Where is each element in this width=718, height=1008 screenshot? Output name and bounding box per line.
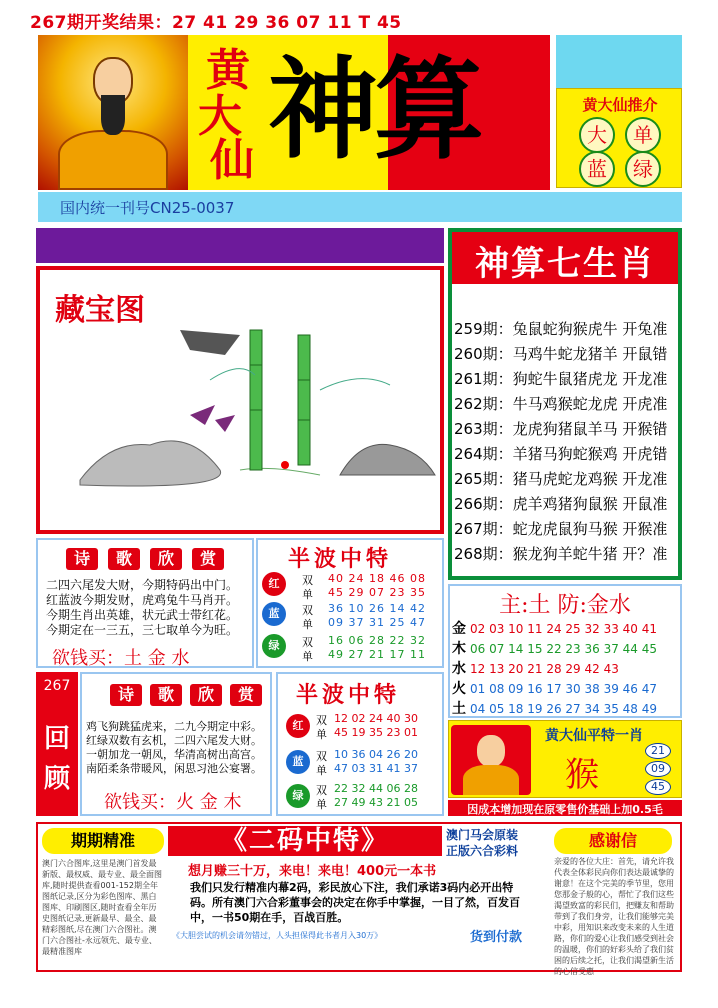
- title-banner: [38, 35, 550, 190]
- recommend-title: 黄大仙推介: [582, 96, 658, 114]
- zodiac-history-row: 268期：猴龙狗羊蛇牛猪 开？准: [454, 545, 668, 563]
- two-code-title: 《二码中特》: [168, 826, 442, 856]
- row-label: 单: [316, 728, 327, 741]
- row-label: 单: [302, 650, 313, 663]
- element-numbers: 04 05 18 19 26 27 34 35 48 49: [470, 702, 658, 716]
- issn-bar: [38, 192, 682, 222]
- row-label: 双: [316, 714, 327, 727]
- ping-te-title: 黄大仙平特一肖: [545, 728, 643, 744]
- element-label: 土: [452, 701, 466, 717]
- treasure-map-title: 藏宝图: [55, 293, 145, 328]
- element-numbers: 02 03 10 11 24 25 32 33 40 41: [470, 622, 658, 636]
- poem-line: 红绿双数有玄机，二四六尾发大财。: [86, 734, 262, 747]
- row-label: 双: [316, 784, 327, 797]
- review-issue: 267: [43, 678, 71, 694]
- buy-hint-1: 欲钱买：土 金 水: [52, 648, 190, 669]
- zodiac-history-row: 267期：蛇龙虎鼠狗马猴 开猴准: [454, 520, 668, 538]
- zodiac-history-row: 265期：猪马虎蛇龙鸡猴 开龙准: [454, 470, 668, 488]
- half-wave-title-2: 半波中特: [296, 682, 401, 708]
- two-code-side-line: 澳门马会原装: [446, 828, 519, 842]
- wave-color-ball: 红: [286, 714, 310, 738]
- recommend-box: [556, 88, 682, 188]
- zodiac-history-row: 263期：龙虎狗猪鼠羊马 开猴错: [454, 420, 668, 438]
- numbers-even: 16 06 28 22 32: [328, 634, 426, 647]
- poem-line: 一朝加龙一朝凤，华清高树出高宫。: [86, 748, 262, 761]
- element-label: 金: [452, 621, 466, 637]
- element-row: [452, 618, 657, 638]
- poem-header-char: 歌: [108, 548, 140, 570]
- half-wave-title-1: 半波中特: [288, 546, 393, 572]
- two-code-footnote: 《大胆尝试的机会请勿错过，人头担保得此书者月入30万》: [172, 931, 383, 940]
- poem-header-2: [110, 684, 280, 710]
- row-label: 单: [302, 588, 313, 601]
- seven-zodiac-header: [452, 232, 678, 284]
- review-tag: [36, 672, 78, 816]
- ping-te-zodiac: 猴: [565, 755, 599, 795]
- poem-header-char: 诗: [110, 684, 142, 706]
- element-row: [452, 678, 657, 698]
- deity-thumbnail: [451, 725, 531, 795]
- element-row: [452, 698, 657, 718]
- wave-color-ball: 绿: [286, 784, 310, 808]
- poem-panel-1: [36, 538, 254, 668]
- thank-you-letter: [548, 824, 680, 976]
- zodiac-history-row: 260期：马鸡牛蛇龙猪羊 开鼠错: [454, 345, 668, 363]
- wave-color-ball: 红: [262, 572, 286, 596]
- always-accurate-text: 澳门六合图库,这里是澳门首发最新版、最权威、最专业、最全面图库,随时提供查看001-152期全年图纸记录,区分为彩色图库、黑白图库、印刷图区,随时查看全年历史图纸记录,更新最早、最全、最精彩图纸,尽在澳门六合图社。澳门六合图社-永远领先、最专业、最精准图库: [42, 859, 162, 956]
- numbers-odd: 45 29 07 23 35: [328, 586, 426, 599]
- five-elements-header: 主:土 防:金水: [499, 593, 631, 618]
- element-numbers: 01 08 09 16 17 30 38 39 46 47: [470, 682, 658, 696]
- wave-color-ball: 蓝: [286, 750, 310, 774]
- poem-header-char: 赏: [230, 684, 262, 706]
- numbers-odd: 09 37 31 25 47: [328, 616, 426, 629]
- element-label: 水: [452, 661, 466, 677]
- element-numbers: 12 13 20 21 28 29 42 43: [470, 662, 619, 676]
- row-label: 双: [302, 636, 313, 649]
- price-notice-text: 因成本增加现在原零售价基础上加0.5毛: [467, 803, 663, 816]
- row-label: 单: [316, 798, 327, 811]
- two-code-body: 我们只发行精准内幕2码，彩民放心下注，我们承诺3码内必开出特码。所有澳门六合彩董事会的决定在你手中掌握，一目了然，百发百中，一书50期在手，百战百胜。: [190, 881, 520, 924]
- seven-zodiac-title: 神算七生肖: [475, 244, 655, 284]
- issn-text: 国内统一刊号CN25-0037: [60, 199, 235, 217]
- purple-divider: [36, 228, 444, 263]
- row-label: 双: [302, 574, 313, 587]
- numbers-odd: 49 27 21 17 11: [328, 648, 426, 661]
- ping-te-number: 09: [645, 761, 671, 777]
- review-label: 顾: [43, 764, 70, 794]
- treasure-map-panel: [36, 266, 444, 534]
- poem-header-char: 欣: [190, 684, 222, 706]
- poem-line: 二四六尾发大财，今期特码出中门。: [46, 578, 239, 592]
- two-code-promo: 想月赚三十万，来电！来电！400元一本书: [188, 864, 437, 879]
- treasure-map-illustration: [40, 270, 440, 530]
- row-label: 单: [302, 618, 313, 631]
- zodiac-history-row: 261期：狗蛇牛鼠猪虎龙 开龙准: [454, 370, 668, 388]
- element-label: 木: [452, 641, 466, 657]
- numbers-even: 40 24 18 46 08: [328, 572, 426, 585]
- element-label: 火: [452, 681, 466, 697]
- zodiac-history-row: 266期：虎羊鸡猪狗鼠猴 开鼠准: [454, 495, 668, 513]
- numbers-odd: 27 49 43 21 05: [334, 796, 418, 809]
- poem-header-char: 诗: [66, 548, 98, 570]
- poem-header-char: 欣: [150, 548, 182, 570]
- seven-zodiac-panel: [448, 228, 682, 580]
- poem-header-char: 歌: [150, 684, 182, 706]
- recommend-item: 蓝: [579, 151, 615, 187]
- poem-header-char: 赏: [192, 548, 224, 570]
- poem-header-1: [66, 548, 236, 574]
- five-elements-panel: [448, 584, 682, 718]
- ping-te-number: 45: [645, 779, 671, 795]
- half-wave-panel-2: [276, 672, 444, 816]
- title-char-da: 大: [198, 91, 242, 142]
- recommend-item: 大: [579, 117, 615, 153]
- draw-result-headline: 267期开奖结果：27 41 29 36 07 11 T 45: [30, 13, 402, 33]
- zodiac-history-row: 264期：羊猪马狗蛇猴鸡 开虎错: [454, 445, 668, 463]
- poem-line: 今期定在一三五，三七取单今为旺。: [46, 623, 239, 637]
- ping-te-number: 21: [645, 743, 671, 759]
- zodiac-history-row: 259期：兔鼠蛇狗猴虎牛 开兔准: [454, 320, 668, 338]
- element-numbers: 06 07 14 15 22 23 36 37 44 45: [470, 642, 658, 656]
- poem-line: 红蓝波今期发财，虎鸡兔牛马肖开。: [46, 593, 239, 607]
- title-char-xian: 仙: [210, 135, 254, 186]
- thank-you-text: 亲爱的各位大庄：首先，请允许我代表全体彩民向你们表达最诚挚的谢意！在这个完美的季节里，您用您那金子般的心，帮忙了我们这些渴望致富的彩民们，把赚友和帮助带到了我们身旁，让我们能够完美中彩，用知识来改变未来的人生道路，你们的爱心让我们感受到社会的温暖，你们的好彩头给了我们贫困的后续之托，让我们渴望新生活的心信受惠: [554, 857, 674, 976]
- price-notice: [448, 800, 682, 816]
- banner-sky-band: [556, 35, 682, 88]
- thank-you-title: 感谢信: [554, 828, 672, 854]
- ping-te-panel: [448, 720, 682, 798]
- row-label: 单: [316, 764, 327, 777]
- row-label: 双: [302, 604, 313, 617]
- numbers-even: 10 36 04 26 20: [334, 748, 418, 761]
- recommend-item: 单: [625, 117, 661, 153]
- title-shensuan: 神算: [268, 45, 480, 174]
- always-accurate-title: 期期精准: [42, 828, 164, 854]
- review-label: 回: [43, 724, 70, 754]
- two-code-side-line: 正版六合彩料: [446, 844, 519, 858]
- poem-panel-2: [80, 672, 272, 816]
- deity-image: [38, 35, 188, 190]
- numbers-even: 22 32 44 06 28: [334, 782, 418, 795]
- zodiac-history-row: 262期：牛马鸡猴蛇龙虎 开虎准: [454, 395, 668, 413]
- numbers-odd: 45 19 35 23 01: [334, 726, 418, 739]
- element-row: [452, 658, 619, 678]
- element-row: [452, 638, 657, 658]
- half-wave-panel-1: [256, 538, 444, 668]
- buy-hint-2: 欲钱买：火 金 木: [104, 792, 242, 813]
- always-accurate-panel: [38, 824, 168, 970]
- numbers-even: 36 10 26 14 42: [328, 602, 426, 615]
- numbers-odd: 47 03 31 41 37: [334, 762, 418, 775]
- wave-color-ball: 绿: [262, 634, 286, 658]
- poem-line: 今期生肖出英雄，状元武士带红花。: [46, 608, 239, 622]
- poem-line: 南陌柔条带暖风，闲思习池公宴署。: [86, 762, 262, 775]
- cash-on-delivery: 货到付款: [470, 930, 523, 945]
- numbers-even: 12 02 24 40 30: [334, 712, 418, 725]
- row-label: 双: [316, 750, 327, 763]
- two-code-ad: [168, 824, 546, 970]
- title-char-huang: 黄: [206, 45, 250, 96]
- poem-line: 鸡飞狗跳猛虎来，二九今期定中彩。: [86, 720, 262, 733]
- wave-color-ball: 蓝: [262, 602, 286, 626]
- recommend-item: 绿: [625, 151, 661, 187]
